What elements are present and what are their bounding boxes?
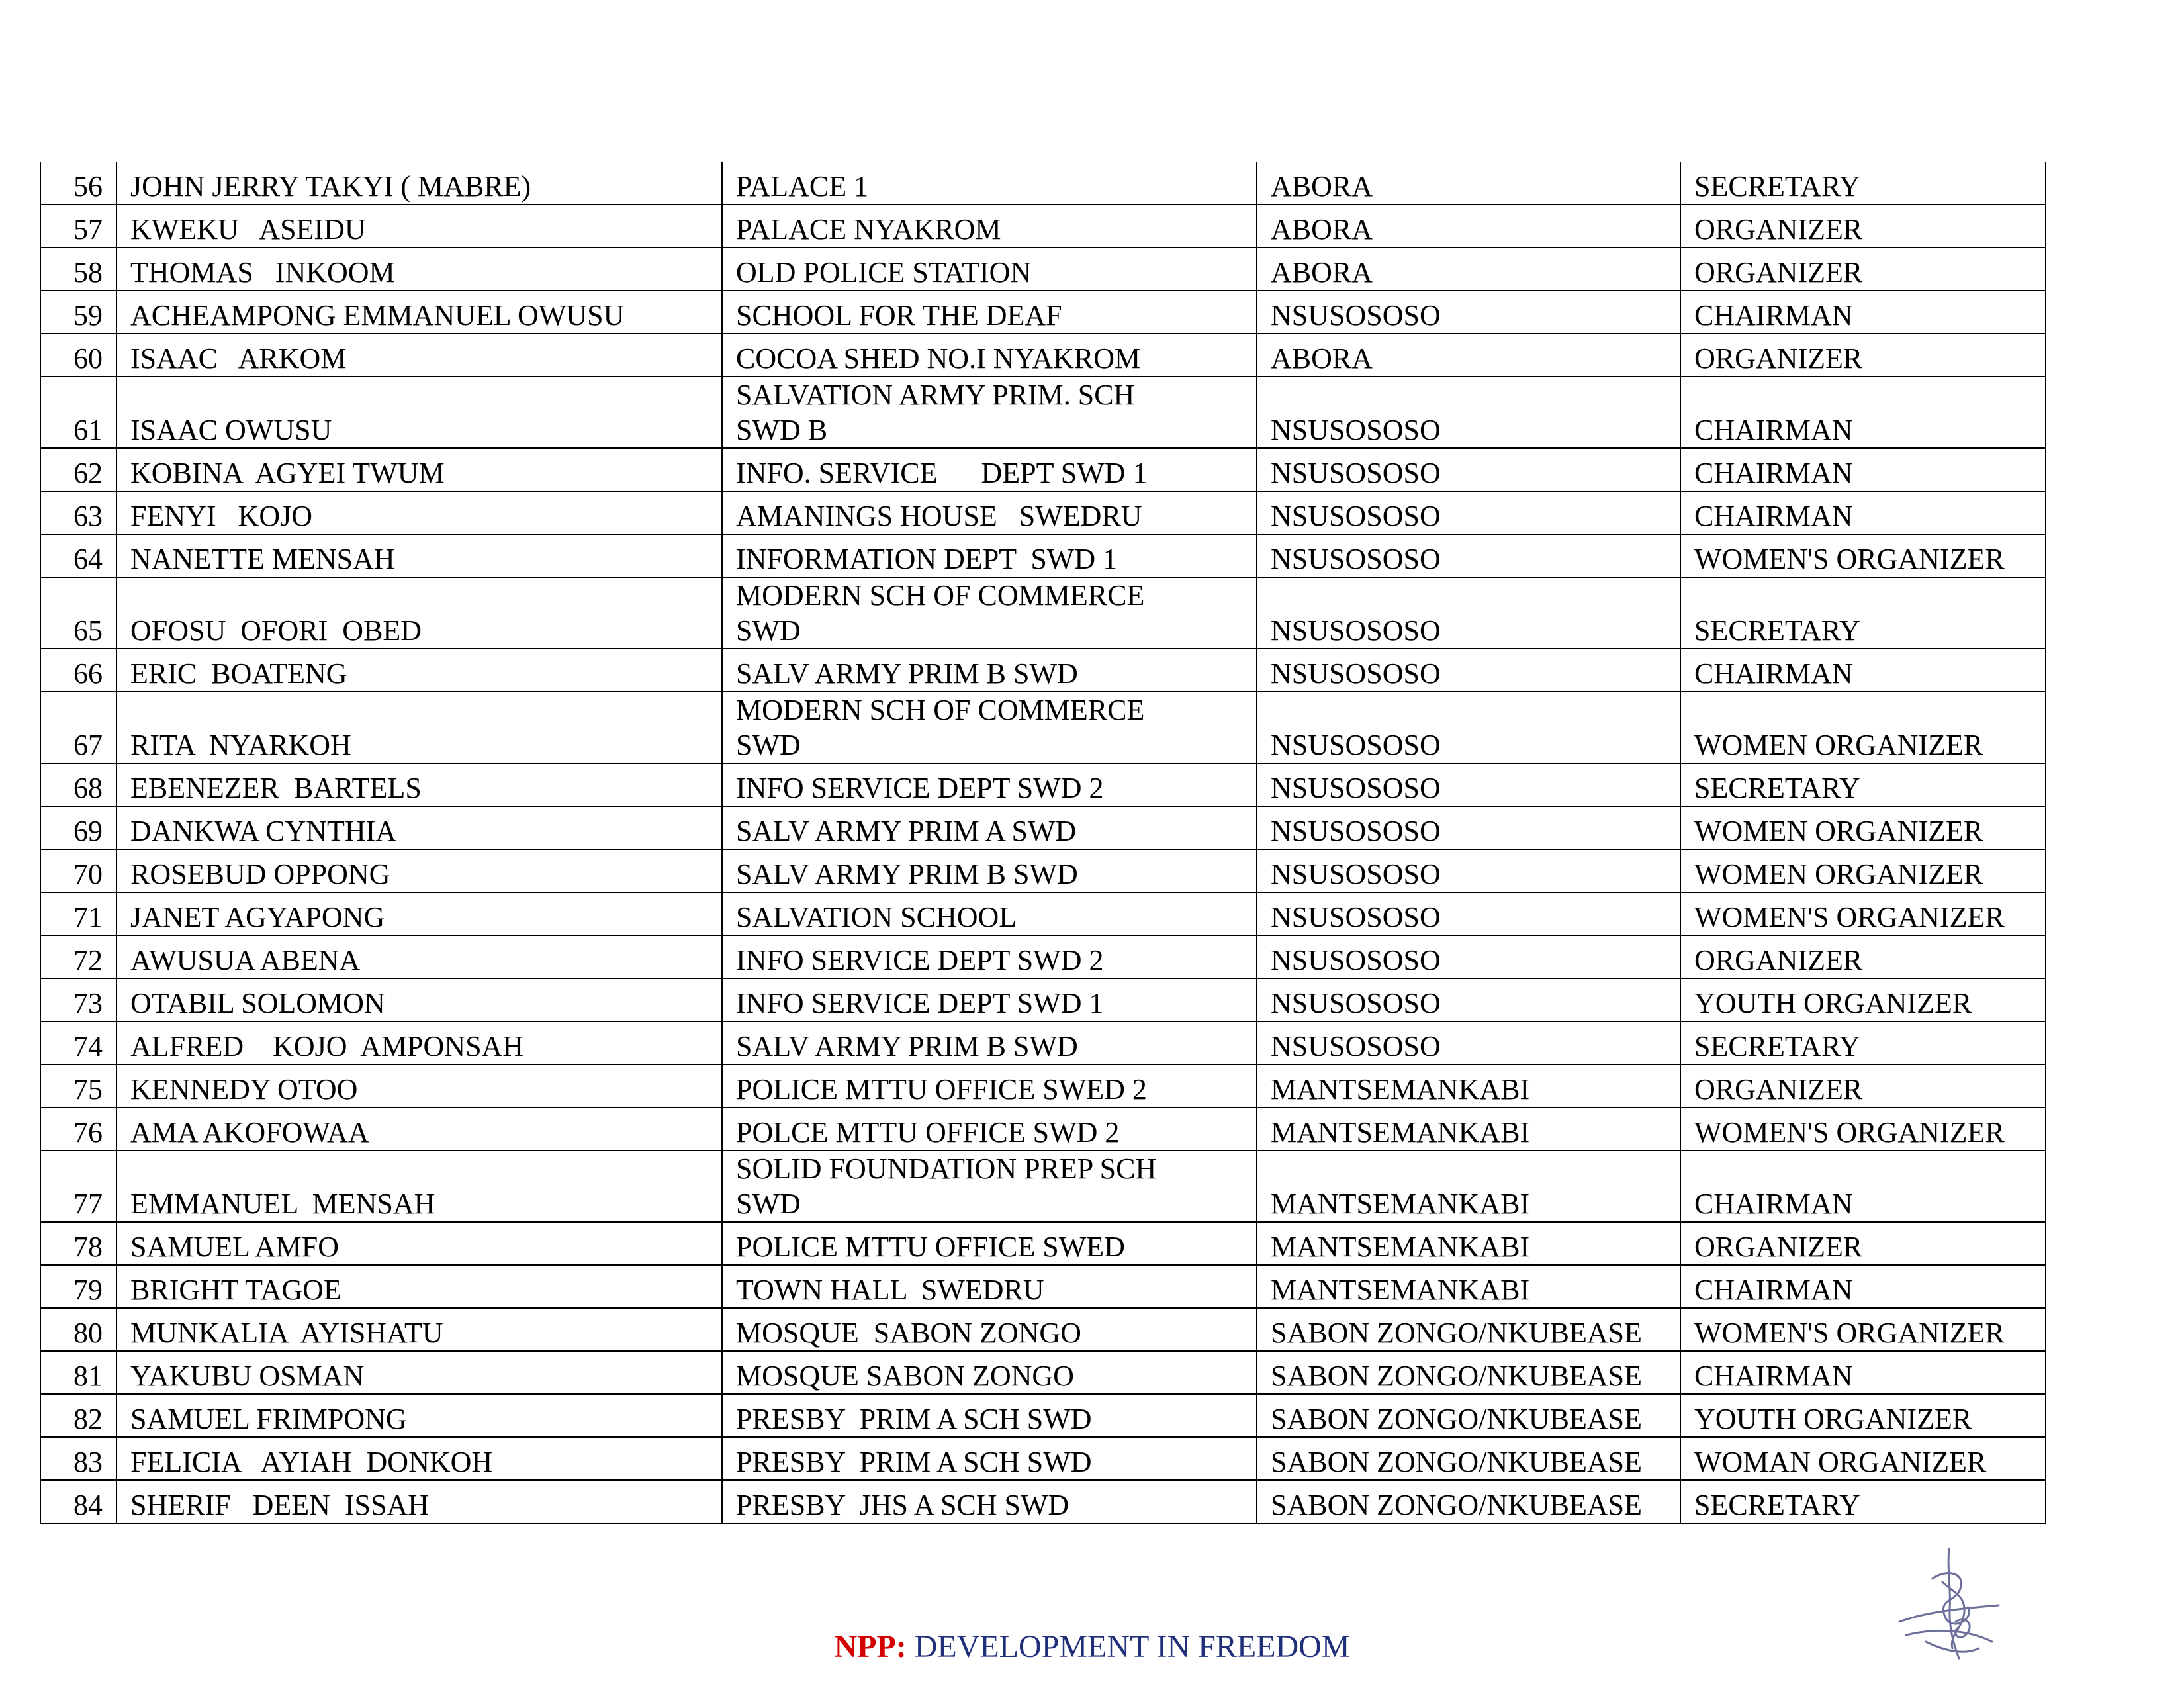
polling-station: TOWN HALL SWEDRU xyxy=(722,1265,1257,1308)
polling-station: INFO SERVICE DEPT SWD 2 xyxy=(722,763,1257,806)
position: ORGANIZER xyxy=(1680,248,2046,291)
position: WOMEN ORGANIZER xyxy=(1680,692,2046,763)
polling-station: PRESBY PRIM A SCH SWD xyxy=(722,1394,1257,1437)
polling-station: MODERN SCH OF COMMERCE SWD xyxy=(722,692,1257,763)
constituency-area: NSUSOSOSO xyxy=(1257,849,1680,892)
position: CHAIRMAN xyxy=(1680,1150,2046,1222)
polling-station: OLD POLICE STATION xyxy=(722,248,1257,291)
table-row xyxy=(40,1265,2046,1308)
row-number: 62 xyxy=(40,448,116,491)
member-name: SAMUEL FRIMPONG xyxy=(116,1394,722,1437)
member-name: OTABIL SOLOMON xyxy=(116,978,722,1021)
polling-station: INFO SERVICE DEPT SWD 2 xyxy=(722,935,1257,978)
row-number: 66 xyxy=(40,649,116,692)
row-number: 72 xyxy=(40,935,116,978)
constituency-area: NSUSOSOSO xyxy=(1257,534,1680,577)
footer-party: NPP: xyxy=(834,1629,907,1664)
member-name: ACHEAMPONG EMMANUEL OWUSU xyxy=(116,291,722,334)
position: ORGANIZER xyxy=(1680,1064,2046,1107)
constituency-area: MANTSEMANKABI xyxy=(1257,1107,1680,1150)
row-number: 84 xyxy=(40,1480,116,1523)
constituency-area: NSUSOSOSO xyxy=(1257,892,1680,935)
position: YOUTH ORGANIZER xyxy=(1680,1394,2046,1437)
member-name: JANET AGYAPONG xyxy=(116,892,722,935)
table-row xyxy=(40,1064,2046,1107)
polling-station: SALV ARMY PRIM B SWD xyxy=(722,1021,1257,1064)
row-number: 67 xyxy=(40,692,116,763)
member-name: OFOSU OFORI OBED xyxy=(116,577,722,649)
polling-station: SCHOOL FOR THE DEAF xyxy=(722,291,1257,334)
polling-station: MOSQUE SABON ZONGO xyxy=(722,1308,1257,1351)
position: ORGANIZER xyxy=(1680,935,2046,978)
position: CHAIRMAN xyxy=(1680,1351,2046,1394)
member-name: ALFRED KOJO AMPONSAH xyxy=(116,1021,722,1064)
position: CHAIRMAN xyxy=(1680,448,2046,491)
constituency-area: MANTSEMANKABI xyxy=(1257,1150,1680,1222)
position: ORGANIZER xyxy=(1680,1222,2046,1265)
row-number: 58 xyxy=(40,248,116,291)
position: SECRETARY xyxy=(1680,1021,2046,1064)
row-number: 78 xyxy=(40,1222,116,1265)
row-number: 75 xyxy=(40,1064,116,1107)
member-name: RITA NYARKOH xyxy=(116,692,722,763)
member-name: SHERIF DEEN ISSAH xyxy=(116,1480,722,1523)
table-row xyxy=(40,162,2046,205)
table-row xyxy=(40,1437,2046,1480)
table-row xyxy=(40,1107,2046,1150)
polling-station: POLICE MTTU OFFICE SWED 2 xyxy=(722,1064,1257,1107)
table-row xyxy=(40,205,2046,248)
member-name: JOHN JERRY TAKYI ( MABRE) xyxy=(116,162,722,205)
position: SECRETARY xyxy=(1680,763,2046,806)
position: WOMEN ORGANIZER xyxy=(1680,849,2046,892)
table-row xyxy=(40,291,2046,334)
polling-station: PALACE NYAKROM xyxy=(722,205,1257,248)
row-number: 69 xyxy=(40,806,116,849)
position: CHAIRMAN xyxy=(1680,377,2046,448)
constituency-area: NSUSOSOSO xyxy=(1257,806,1680,849)
constituency-area: ABORA xyxy=(1257,334,1680,377)
member-name: KOBINA AGYEI TWUM xyxy=(116,448,722,491)
row-number: 56 xyxy=(40,162,116,205)
row-number: 68 xyxy=(40,763,116,806)
constituency-area: ABORA xyxy=(1257,162,1680,205)
polling-station: POLICE MTTU OFFICE SWED xyxy=(722,1222,1257,1265)
constituency-area: NSUSOSOSO xyxy=(1257,1021,1680,1064)
polling-station: INFO. SERVICE DEPT SWD 1 xyxy=(722,448,1257,491)
table-row xyxy=(40,577,2046,649)
constituency-area: MANTSEMANKABI xyxy=(1257,1265,1680,1308)
table-row xyxy=(40,1308,2046,1351)
table-row xyxy=(40,534,2046,577)
position: WOMEN ORGANIZER xyxy=(1680,806,2046,849)
row-number: 81 xyxy=(40,1351,116,1394)
roster-table xyxy=(40,162,2046,1524)
member-name: MUNKALIA AYISHATU xyxy=(116,1308,722,1351)
member-name: NANETTE MENSAH xyxy=(116,534,722,577)
row-number: 82 xyxy=(40,1394,116,1437)
row-number: 60 xyxy=(40,334,116,377)
constituency-area: NSUSOSOSO xyxy=(1257,577,1680,649)
position: WOMEN'S ORGANIZER xyxy=(1680,1107,2046,1150)
polling-station: SALVATION SCHOOL xyxy=(722,892,1257,935)
position: SECRETARY xyxy=(1680,1480,2046,1523)
polling-station: PRESBY PRIM A SCH SWD xyxy=(722,1437,1257,1480)
table-row xyxy=(40,1021,2046,1064)
polling-station: MOSQUE SABON ZONGO xyxy=(722,1351,1257,1394)
position: WOMEN'S ORGANIZER xyxy=(1680,534,2046,577)
row-number: 80 xyxy=(40,1308,116,1351)
member-name: YAKUBU OSMAN xyxy=(116,1351,722,1394)
constituency-area: MANTSEMANKABI xyxy=(1257,1222,1680,1265)
position: CHAIRMAN xyxy=(1680,491,2046,534)
row-number: 57 xyxy=(40,205,116,248)
member-name: KWEKU ASEIDU xyxy=(116,205,722,248)
row-number: 83 xyxy=(40,1437,116,1480)
member-name: ERIC BOATENG xyxy=(116,649,722,692)
polling-station: PALACE 1 xyxy=(722,162,1257,205)
member-name: AMA AKOFOWAA xyxy=(116,1107,722,1150)
member-name: FENYI KOJO xyxy=(116,491,722,534)
table-row xyxy=(40,763,2046,806)
row-number: 70 xyxy=(40,849,116,892)
constituency-area: NSUSOSOSO xyxy=(1257,692,1680,763)
footer-motto: DEVELOPMENT IN FREEDOM xyxy=(914,1629,1350,1664)
handwritten-signature-icon xyxy=(1886,1542,2012,1668)
constituency-area: SABON ZONGO/NKUBEASE xyxy=(1257,1437,1680,1480)
member-name: FELICIA AYIAH DONKOH xyxy=(116,1437,722,1480)
constituency-area: NSUSOSOSO xyxy=(1257,448,1680,491)
polling-station: INFO SERVICE DEPT SWD 1 xyxy=(722,978,1257,1021)
table-row xyxy=(40,892,2046,935)
table-row xyxy=(40,448,2046,491)
member-name: DANKWA CYNTHIA xyxy=(116,806,722,849)
row-number: 63 xyxy=(40,491,116,534)
row-number: 77 xyxy=(40,1150,116,1222)
position: SECRETARY xyxy=(1680,577,2046,649)
member-name: THOMAS INKOOM xyxy=(116,248,722,291)
polling-station: MODERN SCH OF COMMERCE SWD xyxy=(722,577,1257,649)
position: ORGANIZER xyxy=(1680,334,2046,377)
member-name: BRIGHT TAGOE xyxy=(116,1265,722,1308)
position: CHAIRMAN xyxy=(1680,291,2046,334)
row-number: 79 xyxy=(40,1265,116,1308)
polling-station: POLCE MTTU OFFICE SWD 2 xyxy=(722,1107,1257,1150)
constituency-area: ABORA xyxy=(1257,248,1680,291)
constituency-area: SABON ZONGO/NKUBEASE xyxy=(1257,1308,1680,1351)
table-row xyxy=(40,806,2046,849)
table-row xyxy=(40,491,2046,534)
row-number: 74 xyxy=(40,1021,116,1064)
constituency-area: NSUSOSOSO xyxy=(1257,649,1680,692)
row-number: 76 xyxy=(40,1107,116,1150)
constituency-area: NSUSOSOSO xyxy=(1257,978,1680,1021)
member-name: EMMANUEL MENSAH xyxy=(116,1150,722,1222)
member-name: ISAAC ARKOM xyxy=(116,334,722,377)
position: CHAIRMAN xyxy=(1680,1265,2046,1308)
member-name: ROSEBUD OPPONG xyxy=(116,849,722,892)
member-name: ISAAC OWUSU xyxy=(116,377,722,448)
polling-station: PRESBY JHS A SCH SWD xyxy=(722,1480,1257,1523)
table-row xyxy=(40,1222,2046,1265)
constituency-area: NSUSOSOSO xyxy=(1257,377,1680,448)
constituency-area: SABON ZONGO/NKUBEASE xyxy=(1257,1480,1680,1523)
table-row xyxy=(40,248,2046,291)
table-row xyxy=(40,1394,2046,1437)
polling-station: SALVATION ARMY PRIM. SCH SWD B xyxy=(722,377,1257,448)
member-name: KENNEDY OTOO xyxy=(116,1064,722,1107)
roster-body xyxy=(40,162,2046,1523)
row-number: 59 xyxy=(40,291,116,334)
table-row xyxy=(40,334,2046,377)
constituency-area: NSUSOSOSO xyxy=(1257,491,1680,534)
table-row xyxy=(40,935,2046,978)
table-row xyxy=(40,978,2046,1021)
table-row xyxy=(40,377,2046,448)
polling-station: AMANINGS HOUSE SWEDRU xyxy=(722,491,1257,534)
table-row xyxy=(40,692,2046,763)
footer-slogan xyxy=(0,1628,2184,1665)
row-number: 61 xyxy=(40,377,116,448)
constituency-area: NSUSOSOSO xyxy=(1257,291,1680,334)
position: ORGANIZER xyxy=(1680,205,2046,248)
polling-station: COCOA SHED NO.I NYAKROM xyxy=(722,334,1257,377)
member-name: AWUSUA ABENA xyxy=(116,935,722,978)
position: WOMEN'S ORGANIZER xyxy=(1680,892,2046,935)
polling-station: SALV ARMY PRIM A SWD xyxy=(722,806,1257,849)
polling-station: SALV ARMY PRIM B SWD xyxy=(722,649,1257,692)
table-row xyxy=(40,649,2046,692)
constituency-area: NSUSOSOSO xyxy=(1257,763,1680,806)
member-name: EBENEZER BARTELS xyxy=(116,763,722,806)
constituency-area: SABON ZONGO/NKUBEASE xyxy=(1257,1394,1680,1437)
position: WOMAN ORGANIZER xyxy=(1680,1437,2046,1480)
constituency-area: ABORA xyxy=(1257,205,1680,248)
polling-station: INFORMATION DEPT SWD 1 xyxy=(722,534,1257,577)
polling-station: SOLID FOUNDATION PREP SCH SWD xyxy=(722,1150,1257,1222)
table-row xyxy=(40,1351,2046,1394)
polling-station: SALV ARMY PRIM B SWD xyxy=(722,849,1257,892)
member-name: SAMUEL AMFO xyxy=(116,1222,722,1265)
row-number: 64 xyxy=(40,534,116,577)
position: CHAIRMAN xyxy=(1680,649,2046,692)
table-row xyxy=(40,1150,2046,1222)
constituency-area: NSUSOSOSO xyxy=(1257,935,1680,978)
constituency-area: SABON ZONGO/NKUBEASE xyxy=(1257,1351,1680,1394)
row-number: 71 xyxy=(40,892,116,935)
position: YOUTH ORGANIZER xyxy=(1680,978,2046,1021)
row-number: 73 xyxy=(40,978,116,1021)
constituency-area: MANTSEMANKABI xyxy=(1257,1064,1680,1107)
position: WOMEN'S ORGANIZER xyxy=(1680,1308,2046,1351)
table-row xyxy=(40,849,2046,892)
row-number: 65 xyxy=(40,577,116,649)
position: SECRETARY xyxy=(1680,162,2046,205)
table-row xyxy=(40,1480,2046,1523)
